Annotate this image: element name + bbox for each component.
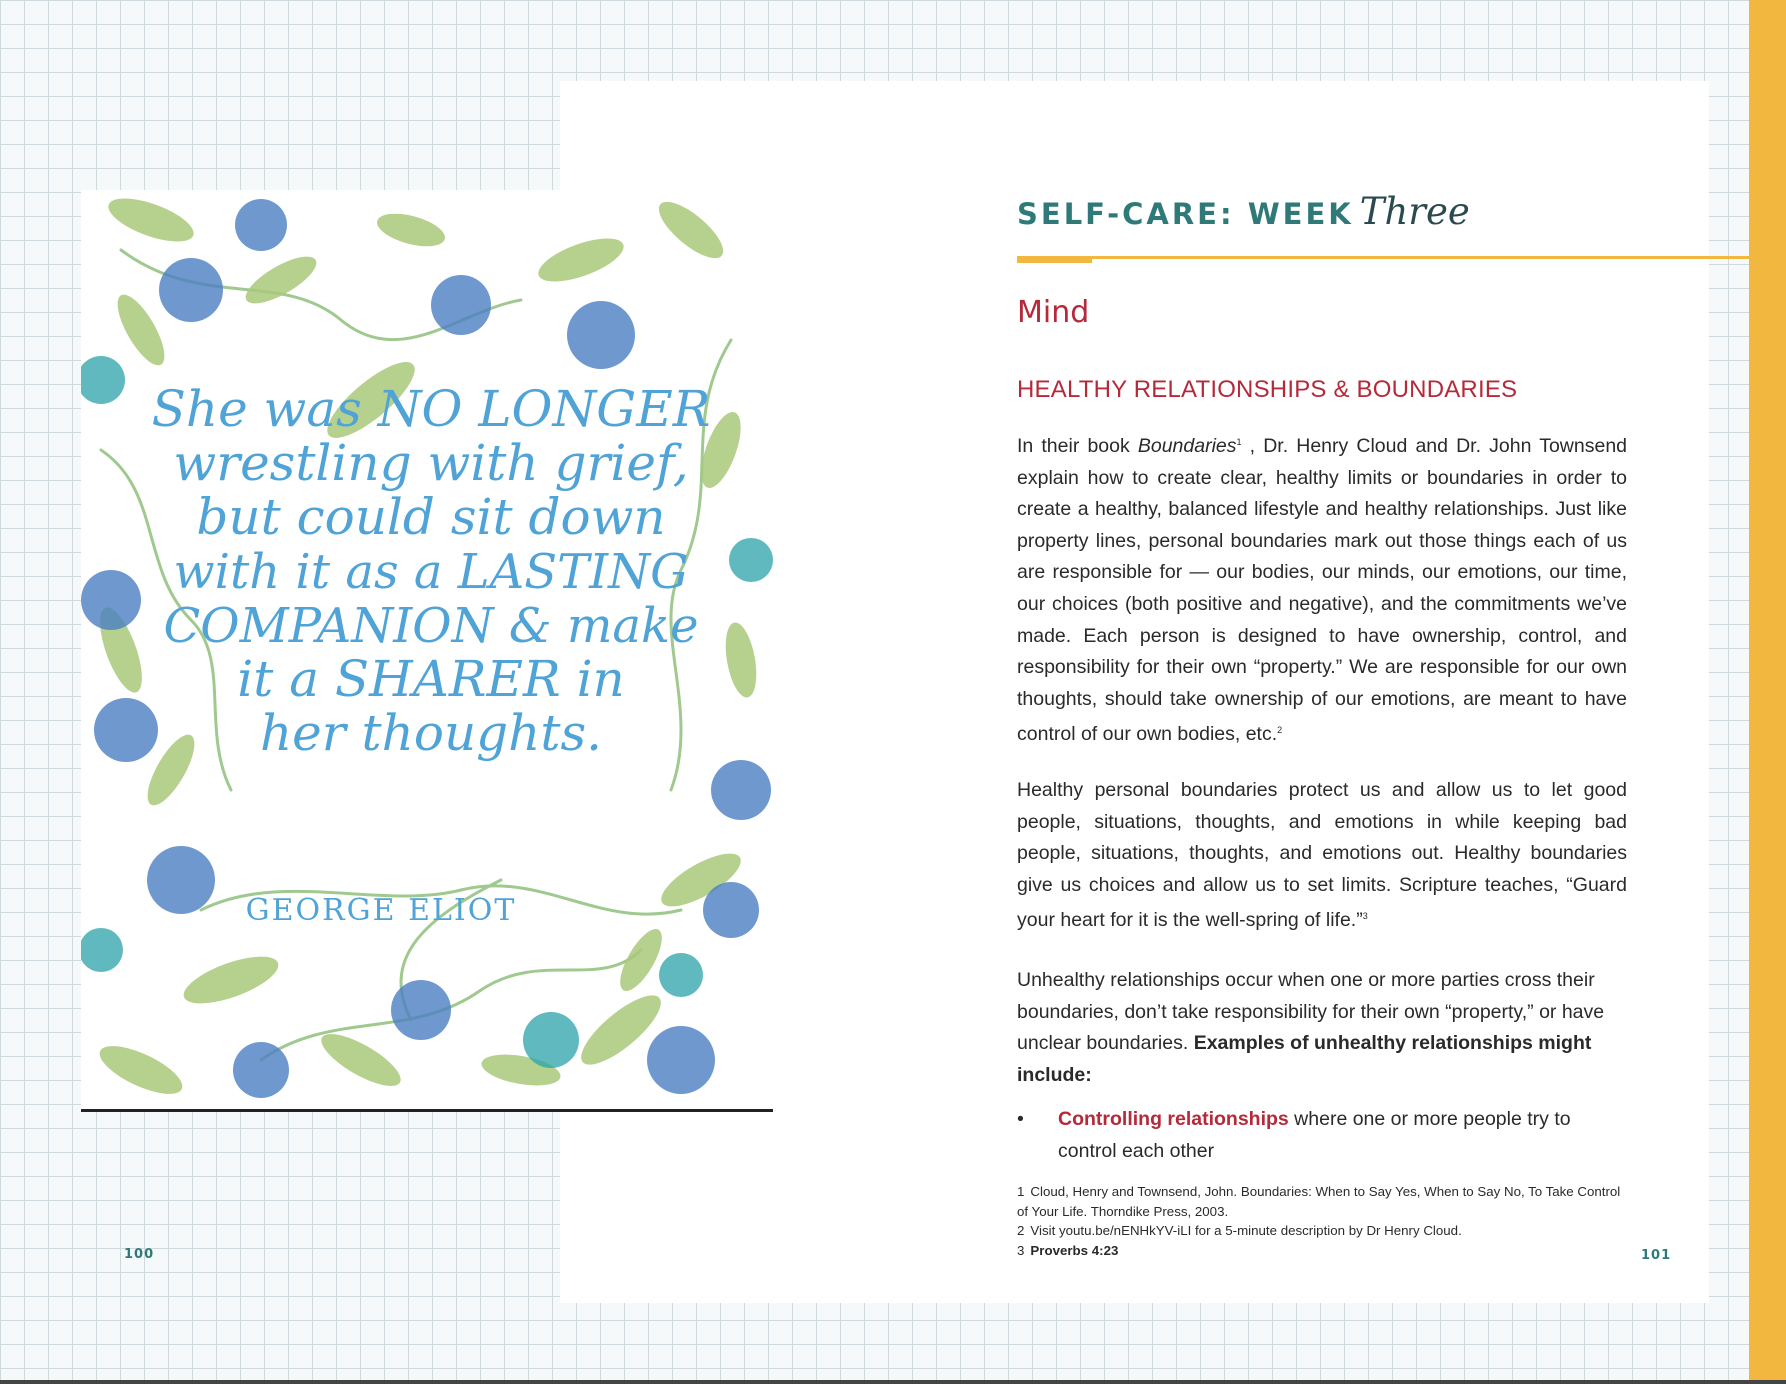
gold-edge-bar — [1749, 0, 1786, 1384]
page-number-left: 100 — [124, 1247, 155, 1262]
subheading: HEALTHY RELATIONSHIPS & BOUNDARIES — [1017, 376, 1518, 403]
teal-flower-shape — [729, 538, 773, 582]
blue-flower-shape — [147, 846, 215, 914]
blue-flower-shape — [431, 275, 491, 335]
leaf-shape — [612, 923, 670, 997]
blue-flower-shape — [391, 980, 451, 1040]
teal-flower-shape — [659, 953, 703, 997]
quote-line-6: it a SHARER in — [237, 650, 625, 708]
teal-flower-shape — [523, 1012, 579, 1068]
leaf-shape — [374, 207, 449, 252]
examples-lead: Examples of unhealthy relationships might include: — [1017, 1032, 1592, 1086]
leaf-shape — [651, 193, 732, 267]
paragraph-1: In their book Boundaries$^1$ , Dr. Henry Cloud and Dr. John Townsend explain how to create clear, healthy limits or boundaries in order to create a healthy, balanced lifestyle and healthy relationships. Just like property lines, personal boundaries mark out those things each of us are responsible for — our bodies, our minds, our emotions, our time, our choices (both positive and negative), and the commitments we’ve made. Each person is designed to have ownership, control, and responsibility for their own “property.” We are responsible for our own thoughts, should take ownership of our emotions, are meant to have control of our own bodies, etc.$^2$ — [1017, 435, 1628, 746]
blue-flower-shape — [233, 1042, 289, 1098]
teal-flower-shape — [81, 356, 125, 404]
page-number-right: 101 — [1641, 1248, 1672, 1263]
blue-flower-shape — [159, 258, 223, 322]
section-title: Mind — [1017, 295, 1090, 330]
paragraph-2: Healthy personal boundaries protect us and allow us to let good people, situations, thoughts, and emotions in while keeping bad people, situations, thoughts, and emotions out. Healthy boundaries give us choices and allow us to set limits. Scripture teaches, “Guard your heart for it is the well-spring of life.”$^3$ — [1017, 779, 1627, 932]
footnote-2: 2 Visit youtu.be/nENHkYV-iLI for a 5-minute description by Dr Henry Cloud. — [1017, 1223, 1462, 1238]
bullet-term: Controlling relationships — [1058, 1108, 1289, 1130]
quote-line-4: with it as a LASTING — [173, 544, 689, 600]
blue-flower-shape — [567, 301, 635, 369]
quote-line-3: but could sit down — [196, 488, 666, 546]
watercolor-quote-artwork — [81, 190, 773, 1112]
header-rule-accent — [1017, 256, 1092, 263]
blue-flower-shape — [81, 570, 141, 630]
blue-flower-shape — [235, 199, 287, 251]
leaf-shape — [315, 1025, 408, 1096]
quote-line-1: She was NO LONGER — [151, 380, 711, 438]
teal-flower-shape — [81, 928, 123, 972]
paragraph-3: Unhealthy relationships occur when one or more parties cross their boundaries, don’t take responsibility for their own “property,” or have unclear boundaries. Examples of unhealthy relationships might include: — [1017, 969, 1605, 1086]
footnote-3: 3 Proverbs 4:23 — [1017, 1242, 1119, 1258]
header-rule — [1017, 256, 1749, 259]
quote-line-7: her thoughts. — [259, 704, 603, 762]
bottom-edge-line — [0, 1380, 1786, 1384]
leaf-shape — [93, 1036, 188, 1103]
vine-stem — [261, 950, 641, 1060]
leaf-shape — [178, 947, 284, 1013]
floral-border-illustration — [81, 190, 773, 1109]
footnotes — [1017, 1182, 1627, 1260]
leaf-shape — [103, 190, 199, 250]
list-item: • Controlling relationships where one or more people try to control each other — [1017, 1104, 1627, 1167]
page-header — [1017, 190, 1470, 233]
footnote-1: 1 Cloud, Henry and Townsend, John. Boundaries: When to Say Yes, When to Say No, To Take Control of Your Life. Thorndike Press, 2003. — [1017, 1184, 1621, 1219]
bullet-dot: • — [1017, 1108, 1024, 1130]
blue-flower-shape — [703, 882, 759, 938]
blue-flower-shape — [94, 698, 158, 762]
blue-flower-shape — [647, 1026, 715, 1094]
blue-flower-shape — [711, 760, 771, 820]
quote-attribution: GEORGE ELIOT — [245, 893, 517, 928]
leaf-shape — [533, 230, 629, 291]
header-week-script: Three — [1359, 190, 1470, 233]
leaf-shape — [721, 620, 762, 700]
quote-line-2: wrestling with grief, — [173, 434, 689, 492]
book-title: Boundaries — [1137, 435, 1237, 457]
header-title: SELF-CARE: WEEK — [1017, 197, 1354, 231]
quote-line-5: COMPANION & make — [163, 598, 699, 654]
